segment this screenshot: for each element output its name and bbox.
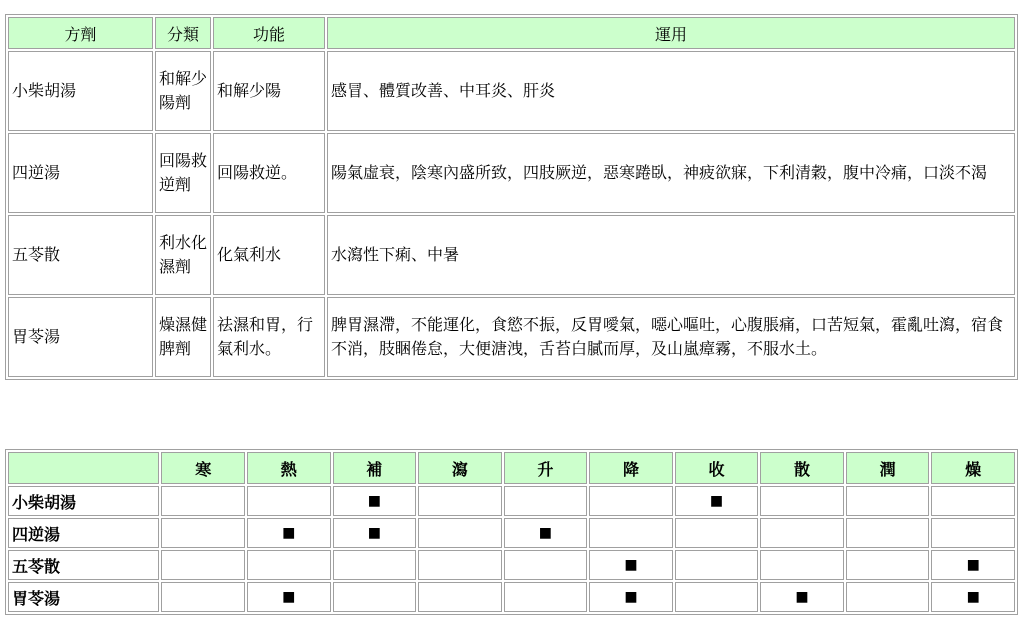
matrix-empty-cell xyxy=(675,582,759,612)
matrix-empty-cell xyxy=(418,582,502,612)
matrix-empty-cell xyxy=(846,550,930,580)
matrix-empty-cell xyxy=(675,518,759,548)
matrix-mark-cell: ■ xyxy=(931,550,1015,580)
matrix-empty-cell xyxy=(846,518,930,548)
table-row xyxy=(8,133,1015,213)
formula-function: 和解少陽 xyxy=(213,51,325,131)
matrix-row-label: 小柴胡湯 xyxy=(8,486,159,516)
matrix-empty-cell xyxy=(333,550,417,580)
matrix-row-label: 五苓散 xyxy=(8,550,159,580)
matrix-mark-cell: ■ xyxy=(504,518,588,548)
matrix-row xyxy=(8,550,1015,580)
matrix-empty-cell xyxy=(161,582,245,612)
matrix-empty-cell xyxy=(589,518,673,548)
matrix-empty-cell xyxy=(418,486,502,516)
matrix-empty-cell xyxy=(504,550,588,580)
matrix-empty-cell xyxy=(931,518,1015,548)
matrix-empty-cell xyxy=(247,550,331,580)
matrix-empty-cell xyxy=(846,486,930,516)
matrix-empty-cell xyxy=(418,518,502,548)
matrix-empty-cell xyxy=(760,550,844,580)
matrix-row xyxy=(8,518,1015,548)
matrix-empty-cell xyxy=(333,582,417,612)
matrix-header-moisten: 潤 xyxy=(846,452,930,484)
formula-function: 祛濕和胃，行氣利水。 xyxy=(213,297,325,377)
formula-usage: 脾胃濕滯，不能運化，食慾不振，反胃噯氣，噁心嘔吐，心腹脹痛，口苦短氣，霍亂吐瀉，宿食不消，肢睏倦怠，大便溏洩，舌苔白膩而厚，及山嵐瘴霧，不服水土。 xyxy=(327,297,1015,377)
matrix-empty-cell xyxy=(161,550,245,580)
formula-table xyxy=(5,14,1018,380)
matrix-empty-cell xyxy=(760,486,844,516)
property-matrix-table xyxy=(5,449,1018,615)
table-row xyxy=(8,297,1015,377)
matrix-empty-cell xyxy=(418,550,502,580)
matrix-empty-cell xyxy=(161,518,245,548)
matrix-empty-cell xyxy=(247,486,331,516)
matrix-header-hot: 熱 xyxy=(247,452,331,484)
table-row xyxy=(8,215,1015,295)
matrix-mark-cell: ■ xyxy=(589,582,673,612)
formula-table-header-row xyxy=(8,17,1015,49)
matrix-mark-cell: ■ xyxy=(931,582,1015,612)
matrix-mark-cell: ■ xyxy=(333,518,417,548)
matrix-empty-cell xyxy=(589,486,673,516)
matrix-mark-cell: ■ xyxy=(760,582,844,612)
matrix-header-ascend: 升 xyxy=(504,452,588,484)
formula-name: 小柴胡湯 xyxy=(8,51,153,131)
matrix-row xyxy=(8,486,1015,516)
matrix-empty-cell xyxy=(846,582,930,612)
header-formula: 方劑 xyxy=(8,17,153,49)
matrix-empty-cell xyxy=(504,582,588,612)
table-row xyxy=(8,51,1015,131)
matrix-header-descend: 降 xyxy=(589,452,673,484)
formula-category: 回陽救逆劑 xyxy=(155,133,211,213)
formula-category: 利水化濕劑 xyxy=(155,215,211,295)
matrix-header-corner xyxy=(8,452,159,484)
formula-category: 燥濕健脾劑 xyxy=(155,297,211,377)
formula-usage: 水瀉性下痢、中暑 xyxy=(327,215,1015,295)
formula-usage: 感冒、體質改善、中耳炎、肝炎 xyxy=(327,51,1015,131)
matrix-mark-cell: ■ xyxy=(247,518,331,548)
matrix-empty-cell xyxy=(760,518,844,548)
matrix-header-astringe: 收 xyxy=(675,452,759,484)
matrix-row-label: 胃苓湯 xyxy=(8,582,159,612)
matrix-mark-cell: ■ xyxy=(589,550,673,580)
formula-function: 回陽救逆。 xyxy=(213,133,325,213)
formula-usage: 陽氣虛衰，陰寒內盛所致，四肢厥逆，惡寒踡臥，神疲欲寐，下利清穀，腹中冷痛，口淡不渴 xyxy=(327,133,1015,213)
formula-category: 和解少陽劑 xyxy=(155,51,211,131)
formula-name: 五苓散 xyxy=(8,215,153,295)
formula-function: 化氣利水 xyxy=(213,215,325,295)
matrix-empty-cell xyxy=(675,550,759,580)
matrix-mark-cell: ■ xyxy=(333,486,417,516)
formula-name: 四逆湯 xyxy=(8,133,153,213)
matrix-header-row xyxy=(8,452,1015,484)
matrix-empty-cell xyxy=(931,486,1015,516)
matrix-mark-cell: ■ xyxy=(247,582,331,612)
header-category: 分類 xyxy=(155,17,211,49)
matrix-empty-cell xyxy=(504,486,588,516)
matrix-row-label: 四逆湯 xyxy=(8,518,159,548)
formula-name: 胃苓湯 xyxy=(8,297,153,377)
matrix-mark-cell: ■ xyxy=(675,486,759,516)
matrix-header-purge: 瀉 xyxy=(418,452,502,484)
header-usage: 運用 xyxy=(327,17,1015,49)
matrix-header-disperse: 散 xyxy=(760,452,844,484)
matrix-header-cold: 寒 xyxy=(161,452,245,484)
matrix-header-dry: 燥 xyxy=(931,452,1015,484)
header-function: 功能 xyxy=(213,17,325,49)
matrix-empty-cell xyxy=(161,486,245,516)
matrix-header-tonify: 補 xyxy=(333,452,417,484)
matrix-row xyxy=(8,582,1015,612)
